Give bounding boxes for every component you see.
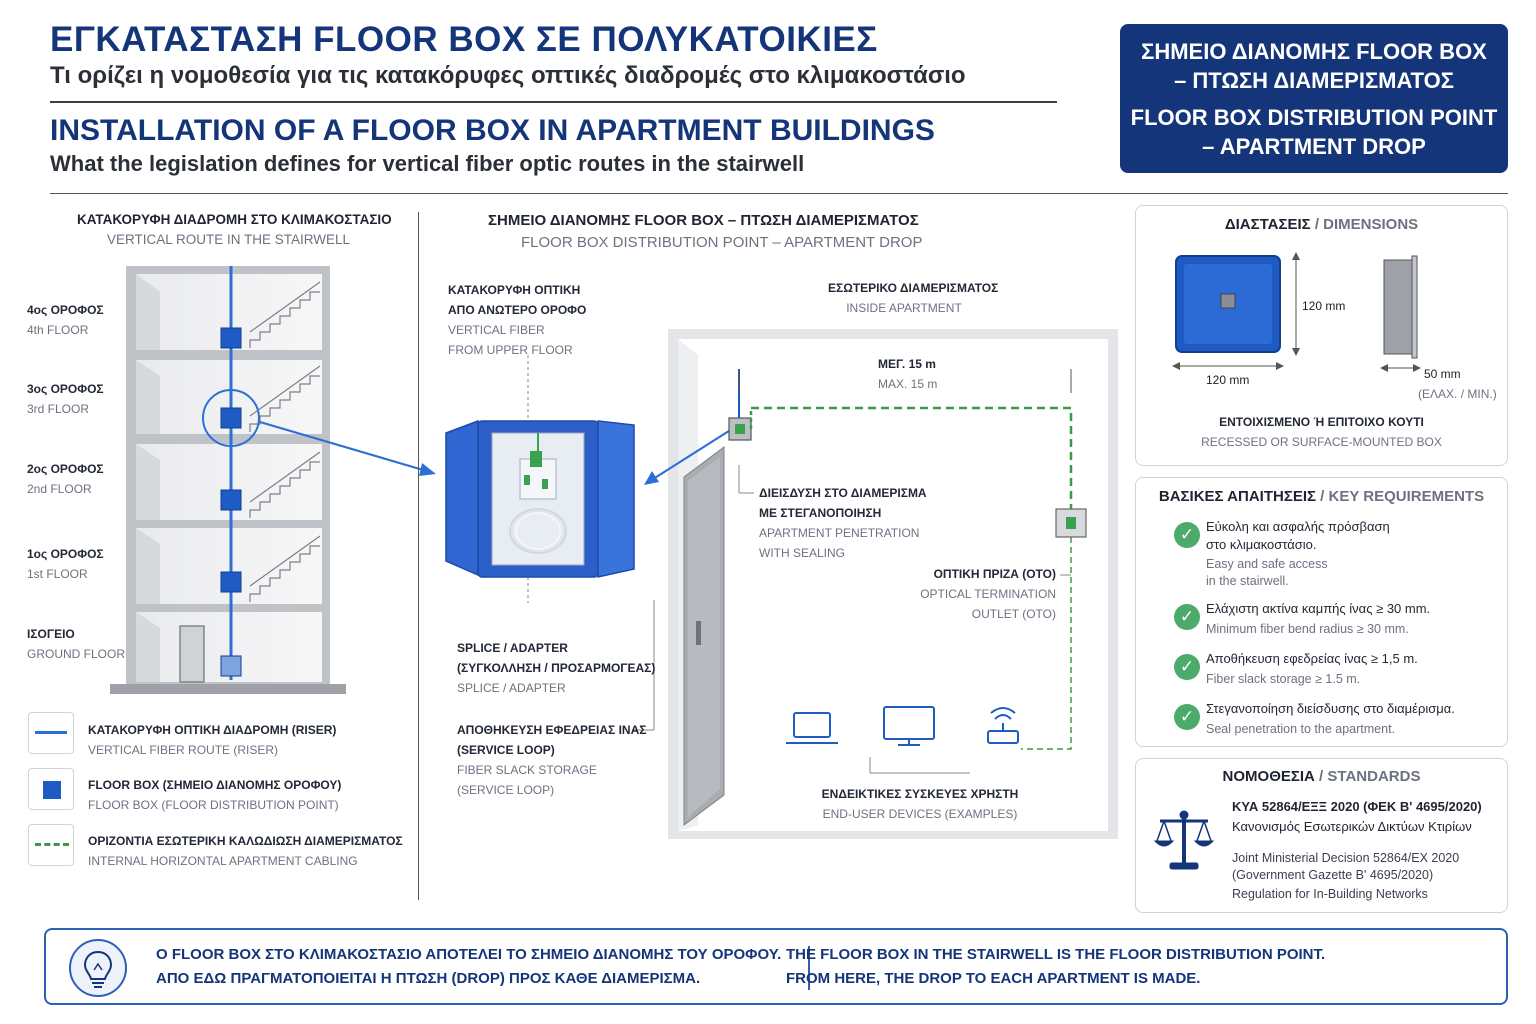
header-divider <box>50 101 1057 103</box>
center-heading-gr: ΣΗΜΕΙΟ ΔΙΑΝΟΜΗΣ FLOOR BOX – ΠΤΩΣΗ ΔΙΑΜΕΡΙΣΜΑΤΟΣ <box>488 212 919 229</box>
standard-gazette-en: (Government Gazette B' 4695/2020) <box>1232 868 1434 882</box>
height-value: 120 mm <box>1302 299 1346 313</box>
splice-label: SPLICE / ADAPTER (ΣΥΓΚΟΛΛΗΣΗ / ΠΡΟΣΑΡΜΟΓΕΑΣ) SPLICE / ADAPTER <box>457 641 656 695</box>
max-length-label: ΜΕΓ. 15 m MAX. 15 m <box>878 357 938 391</box>
subtitle-greek: Τι ορίζει η νομοθεσία για τις κατακόρυφες οπτικές διαδρομές στο κλιμακοστάσιο <box>50 62 966 89</box>
check-icon: ✓ <box>1174 704 1200 730</box>
legend-cabling: ΟΡΙΖΟΝΤΙΑ ΕΣΩΤΕΡΙΚΗ ΚΑΛΩΔΙΩΣΗ ΔΙΑΜΕΡΙΣΜΑΤΟΣ INTERNAL HORIZONTAL APARTMENT CABLING <box>88 834 403 868</box>
center-heading-en: FLOOR BOX DISTRIBUTION POINT – APARTMENT DROP <box>521 234 923 251</box>
column-divider <box>418 212 419 900</box>
footer-en-line-2: FROM HERE, THE DROP TO EACH APARTMENT IS MADE. <box>786 970 1201 987</box>
check-icon: ✓ <box>1174 604 1200 630</box>
floor-box-cabinet <box>438 355 643 605</box>
floor-label-3: 3ος ΟΡΟΦΟΣ 3rd FLOOR <box>27 382 104 416</box>
scales-icon <box>1154 809 1214 873</box>
footer-gr-line-2: ΑΠΟ ΕΔΩ ΠΡΑΓΜΑΤΟΠΟΙΕΙΤΑΙ Η ΠΤΩΣΗ (DROP) ΠΡΟΣ ΚΑΘΕ ΔΙΑΜΕΡΙΣΜΑ. <box>156 970 701 987</box>
subtitle-english: What the legislation defines for vertical fiber optic routes in the stairwell <box>50 151 805 176</box>
check-icon: ✓ <box>1174 654 1200 680</box>
requirements-panel: ΒΑΣΙΚΕΣ ΑΠΑΙΤΗΣΕΙΣ / KEY REQUIREMENTS ✓ Εύκολη και ασφαλής πρόσβαση στο κλιμακοστάσιο. Easy and safe access in the stairwell. ✓ Ελάχιστη ακτίνα καμπής ίνας ≥ 30 mm. Minimum fiber bend radius ≥ 30 mm. ✓ Αποθήκευση εφεδρείας ίνας ≥ 1,5 m. Fiber slack storage ≥ 1.5 m. ✓ Στεγανοποίηση διείσδυσης στο διαμέρισμα. Seal penetration to the apartment. <box>1135 477 1508 747</box>
floor-box-3 <box>221 408 241 428</box>
standard-regulation-en: Regulation for In-Building Networks <box>1232 887 1428 901</box>
inside-apartment-label: ΕΣΩΤΕΡΙΚΟ ΔΙΑΜΕΡΙΣΜΑΤΟΣ INSIDE APARTMENT <box>828 281 999 315</box>
floor-label-ground: ΙΣΟΓΕΙΟ GROUND FLOOR <box>27 627 126 661</box>
box-type-label: ΕΝΤΟΙΧΙΣΜΕΝΟ Ή ΕΠΙΤΟΙΧΟ ΚΟΥΤΙ RECESSED OR SURFACE-MOUNTED BOX <box>1201 415 1442 449</box>
banner-line-2: – ΠΤΩΣΗ ΔΙΑΜΕΡΙΣΜΑΤΟΣ <box>1174 68 1454 93</box>
depth-value: 50 mm <box>1424 367 1461 381</box>
banner-line-3: FLOOR BOX DISTRIBUTION POINT <box>1130 105 1498 130</box>
stairwell-heading-gr: ΚΑΤΑΚΟΡΥΦΗ ΔΙΑΔΡΟΜΗ ΣΤΟ ΚΛΙΜΑΚΟΣΤΑΣΙΟ <box>77 212 392 227</box>
header-banner <box>1120 24 1508 173</box>
title-english: INSTALLATION OF A FLOOR BOX IN APARTMENT BUILDINGS <box>50 114 935 147</box>
floor-box-1 <box>221 572 241 592</box>
standard-regulation-gr: Κανονισμός Εσωτερικών Δικτύων Κτιρίων <box>1232 819 1472 834</box>
standards-panel <box>1135 758 1508 913</box>
floor-box-4 <box>221 328 241 348</box>
legend-icon-floorbox <box>28 768 74 810</box>
dimensions-panel <box>1135 205 1508 466</box>
penetration-label: ΔΙΕΙΣΔΥΣΗ ΣΤΟ ΔΙΑΜΕΡΙΣΜΑ ΜΕ ΣΤΕΓΑΝΟΠΟΙΗΣΗ APARTMENT PENETRATION WITH SEALING <box>759 486 927 560</box>
dimensions-title: ΔΙΑΣΤΑΣΕΙΣ / DIMENSIONS <box>1224 216 1419 233</box>
main-divider <box>50 193 1508 194</box>
banner-line-4: – APARTMENT DROP <box>1202 134 1426 159</box>
footer-en-line-1: THE FLOOR BOX IN THE STAIRWELL IS THE FLOOR DISTRIBUTION POINT. <box>786 946 1326 963</box>
floor-label-4: 4ος ΟΡΟΦΟΣ 4th FLOOR <box>27 303 104 337</box>
vertical-fiber-label: ΚΑΤΑΚΟΡΥΦΗ ΟΠΤΙΚΗ ΑΠΟ ΑΝΩΤΕΡΟ ΟΡΟΦΟ VERTICAL FIBER FROM UPPER FLOOR <box>448 283 587 357</box>
banner-line-1: ΣΗΜΕΙΟ ΔΙΑΝΟΜΗΣ FLOOR BOX <box>1141 39 1487 64</box>
oto-label: ΟΠΤΙΚΗ ΠΡΙΖΑ (ΟΤΟ) OPTICAL TERMINATION OUTLET (OTO) <box>920 567 1056 621</box>
entrance-door <box>180 626 204 682</box>
devices-label: ΕΝΔΕΙΚΤΙΚΕΣ ΣΥΣΚΕΥΕΣ ΧΡΗΣΤΗ END-USER DEVICES (EXAMPLES) <box>821 787 1019 821</box>
standards-title: ΝΟΜΟΘΕΣΙΑ / STANDARDS <box>1222 768 1421 785</box>
floor-box-ground <box>221 656 241 676</box>
legend-riser: ΚΑΤΑΚΟΡΥΦΗ ΟΠΤΙΚΗ ΔΙΑΔΡΟΜΗ (RISER) VERTICAL FIBER ROUTE (RISER) <box>88 723 337 757</box>
footer-gr-line-1: Ο FLOOR BOX ΣΤΟ ΚΛΙΜΑΚΟΣΤΑΣΙΟ ΑΠΟΤΕΛΕΙ ΤΟ ΣΗΜΕΙΟ ΔΙΑΝΟΜΗΣ ΤΟΥ ΟΡΟΦΟΥ. <box>156 946 782 963</box>
standard-decision-gr: ΚΥΑ 52864/ΕΞΞ 2020 (ΦΕΚ Β' 4695/2020) <box>1232 799 1482 814</box>
footer-banner <box>44 928 1508 1005</box>
legend-icon-riser <box>28 712 74 754</box>
standard-decision-en: Joint Ministerial Decision 52864/EX 2020 <box>1232 851 1460 865</box>
lightbulb-icon <box>68 938 128 998</box>
floor-box-2 <box>221 490 241 510</box>
legend-floorbox: FLOOR BOX (ΣΗΜΕΙΟ ΔΙΑΝΟΜΗΣ ΟΡΟΦΟΥ) FLOOR BOX (FLOOR DISTRIBUTION POINT) <box>88 778 342 812</box>
depth-note: (ΕΛΑΧ. / MIN.) <box>1418 387 1497 401</box>
width-value: 120 mm <box>1206 373 1250 387</box>
stairwell-heading-en: VERTICAL ROUTE IN THE STAIRWELL <box>107 232 351 247</box>
legend-icon-cabling <box>28 824 74 866</box>
connector-arrow-left <box>250 410 450 490</box>
requirements-title: ΒΑΣΙΚΕΣ ΑΠΑΙΤΗΣΕΙΣ / KEY REQUIREMENTS <box>1158 488 1485 505</box>
title-greek: ΕΓΚΑΤΑΣΤΑΣΗ FLOOR BOX ΣΕ ΠΟΛΥΚΑΤΟΙΚΙΕΣ <box>50 20 878 59</box>
floor-label-1: 1ος ΟΡΟΦΟΣ 1st FLOOR <box>27 547 104 581</box>
floor-label-2: 2ος ΟΡΟΦΟΣ 2nd FLOOR <box>27 462 104 496</box>
check-icon: ✓ <box>1174 522 1200 548</box>
slack-label: ΑΠΟΘΗΚΕΥΣΗ ΕΦΕΔΡΕΙΑΣ ΙΝΑΣ (SERVICE LOOP) FIBER SLACK STORAGE (SERVICE LOOP) <box>457 723 647 797</box>
